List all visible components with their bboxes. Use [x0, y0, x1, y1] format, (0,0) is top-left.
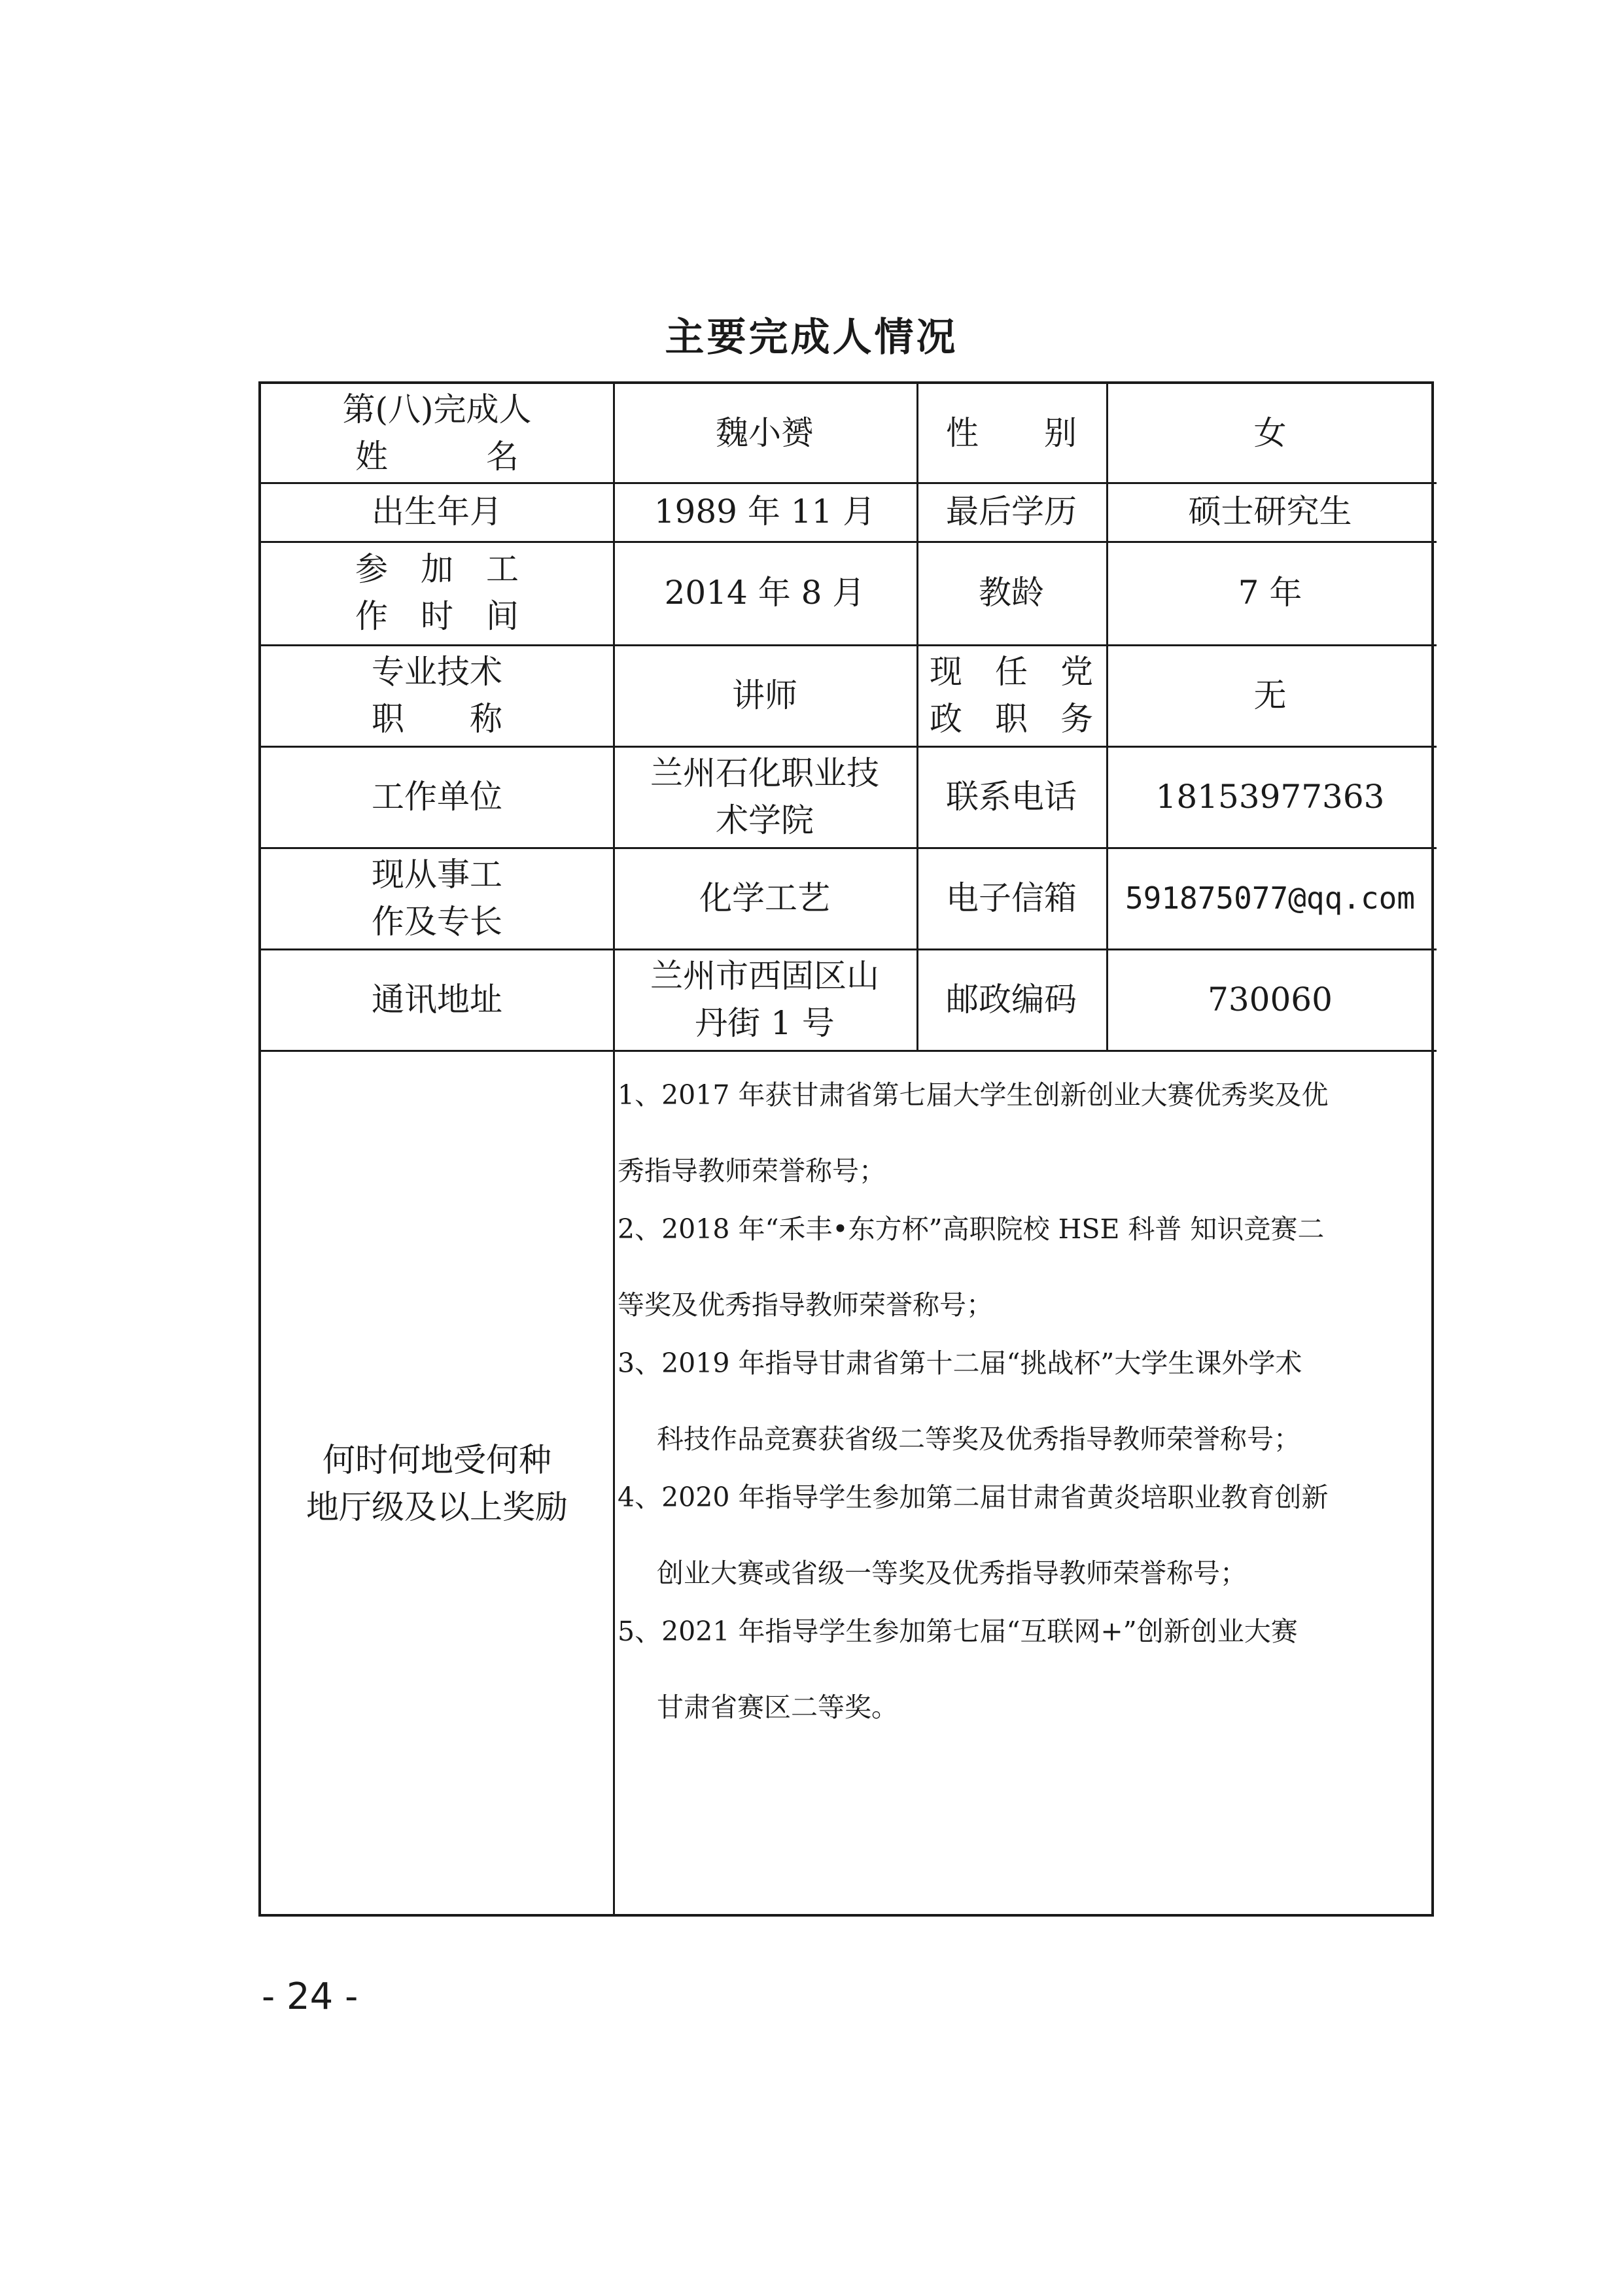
birth-label: 出生年月 — [372, 493, 502, 531]
work-start-label: 参 加 工 作 时 间 — [355, 550, 519, 635]
party-post-value: 无 — [1253, 676, 1287, 714]
gender-label: 性 别 — [946, 414, 1077, 452]
postcode-value: 730060 — [1208, 980, 1333, 1018]
award-item: 4、2020 年指导学生参加第二届甘肃省黄炎培职业教育创新 创业大赛或省级一等奖及优秀指导教师荣誉称号； — [618, 1482, 1329, 1589]
phone-value: 18153977363 — [1155, 777, 1385, 816]
specialty-value: 化学工艺 — [699, 878, 830, 917]
award-item: 5、2021 年指导学生参加第七届“互联网+”创新创业大赛 甘肃省赛区二等奖。 — [618, 1616, 1298, 1723]
awards-list — [261, 1050, 1434, 1917]
award-item: 2、2018 年“禾丰•东方杯”高职院校 HSE 科普 知识竞赛二 等奖及优秀指导教师荣誉称号； — [618, 1213, 1325, 1321]
birth-value: 1989 年 11 月 — [654, 493, 876, 531]
teaching-years-value: 7 年 — [1238, 574, 1302, 612]
professional-title-label: 专业技术 职 称 — [372, 652, 502, 738]
gender-value: 女 — [1253, 414, 1287, 452]
party-post-label: 现 任 党 政 职 务 — [930, 652, 1093, 738]
email-label: 电子信箱 — [946, 878, 1077, 917]
employer-label: 工作单位 — [372, 777, 502, 816]
education-value: 硕士研究生 — [1188, 493, 1352, 531]
address-value: 兰州市西固区山 丹街 1 号 — [650, 956, 879, 1042]
award-item: 3、2019 年指导甘肃省第十二届“挑战杯”大学生课外学术 科技作品竞赛获省级二等奖及优秀指导教师荣誉称号； — [618, 1348, 1302, 1455]
phone-label: 联系电话 — [946, 777, 1077, 816]
postcode-label: 邮政编码 — [946, 980, 1077, 1018]
award-item: 1、2017 年获甘肃省第七届大学生创新创业大赛优秀奖及优 秀指导教师荣誉称号； — [618, 1079, 1329, 1187]
page-number: - 24 - — [262, 1975, 358, 2018]
name-label: 第(八)完成人 姓 名 — [342, 391, 532, 476]
page-title: 主要完成人情况 — [665, 315, 958, 360]
address-label: 通讯地址 — [372, 980, 502, 1018]
work-start-value: 2014 年 8 月 — [664, 574, 865, 612]
education-label: 最后学历 — [946, 493, 1077, 531]
name-value: 魏小赟 — [716, 414, 814, 452]
awards-label: 何时何地受何种 地厅级及以上奖励 — [306, 1440, 568, 1526]
info-table — [258, 381, 1434, 1917]
employer-value: 兰州石化职业技 术学院 — [650, 754, 879, 839]
teaching-years-label: 教龄 — [979, 574, 1044, 612]
professional-title-value: 讲师 — [732, 676, 797, 714]
specialty-label: 现从事工 作及专长 — [372, 855, 502, 941]
email-value: 591875077@qq.com — [1125, 880, 1416, 916]
